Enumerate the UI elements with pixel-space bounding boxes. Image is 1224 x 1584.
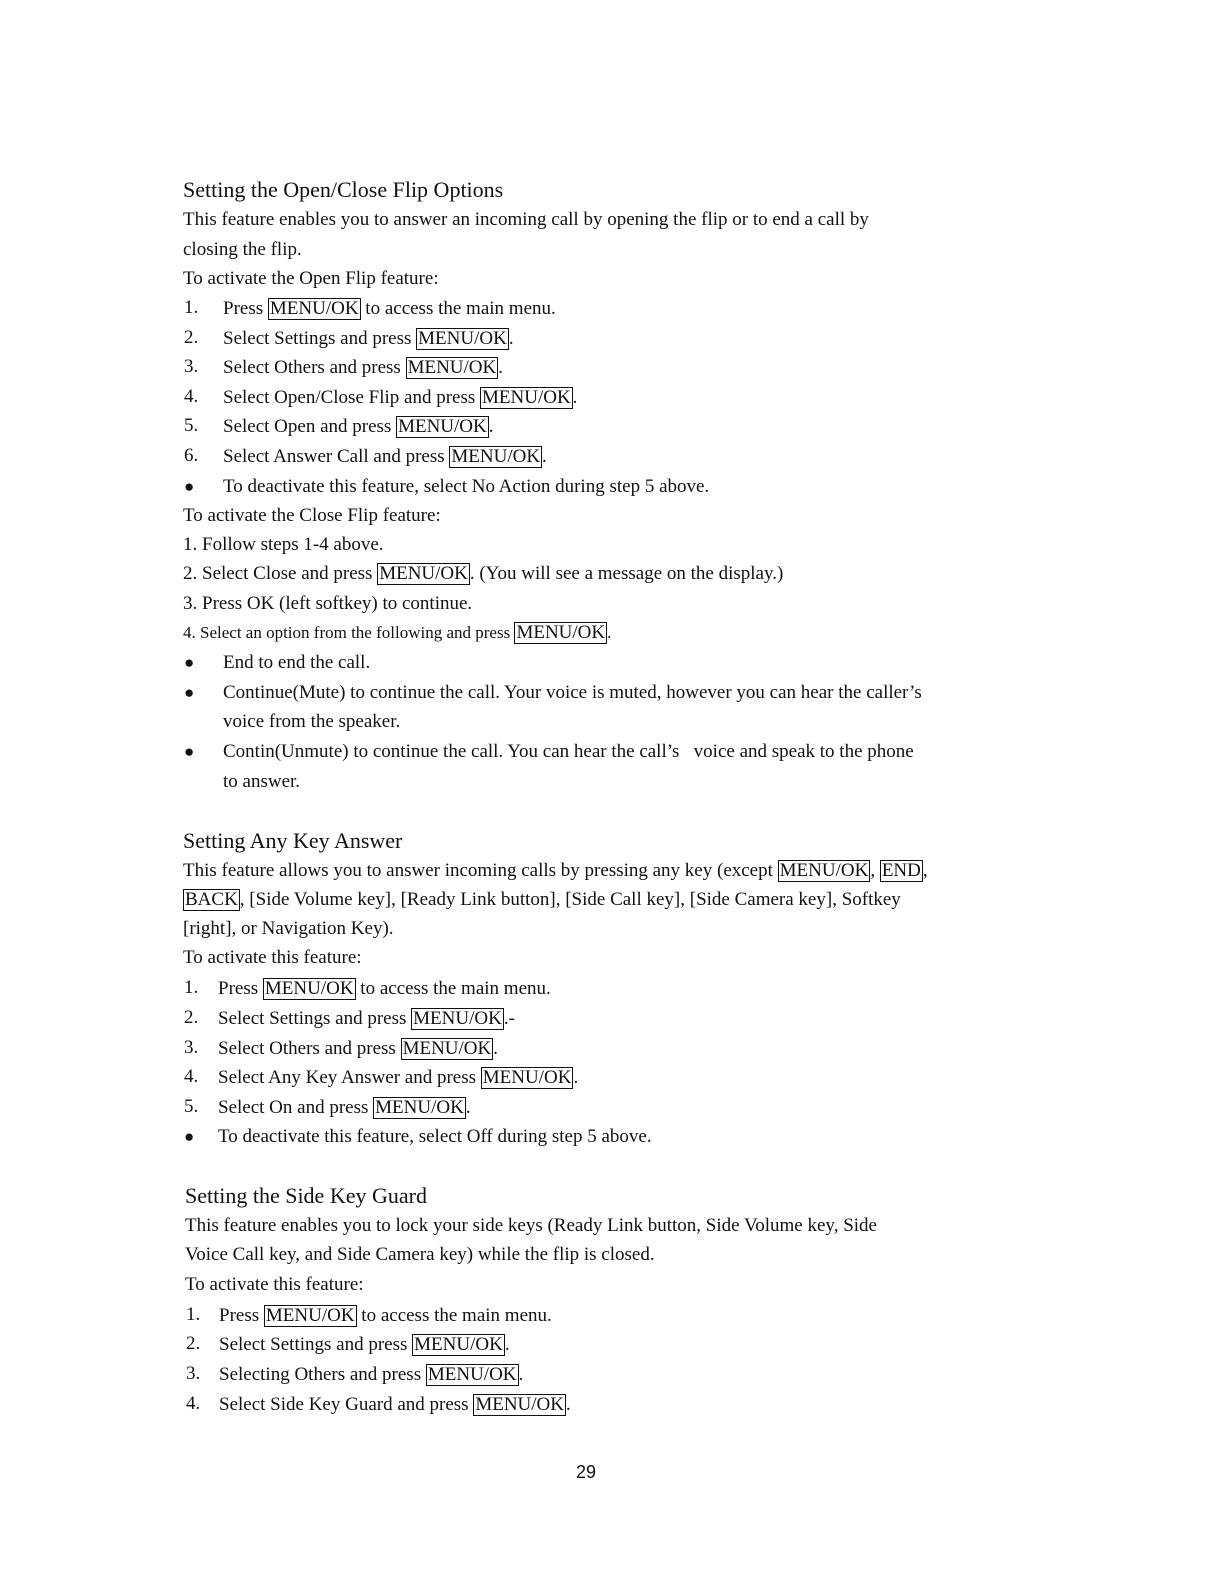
option-continue-mute: Continue(Mute) to continue the call. Your voice is muted, however you can hear the caller’s (223, 682, 922, 703)
step-text-prefix: Select Others and press (223, 357, 406, 378)
paragraph: This feature enables you to answer an incoming call by opening the flip or to end a call by (183, 209, 869, 230)
menu-ok-key: MENU/OK (398, 416, 487, 437)
step-number: 2. (184, 1007, 199, 1028)
step-number: 5. (184, 1096, 199, 1117)
page-number: 29 (576, 1462, 597, 1482)
option-contin-unmute: Contin(Unmute) to continue the call. You can hear the call’s voice and speak to the phone (223, 741, 914, 762)
step-text-prefix: Press (218, 978, 263, 999)
step-text-prefix: Select Open/Close Flip and press (223, 387, 480, 408)
bullet-icon: ● (184, 653, 195, 672)
step-text (223, 446, 547, 468)
option-end: End to end the call. (223, 652, 371, 673)
step-text-prefix: Selecting Others and press (219, 1364, 426, 1385)
step-text (219, 1394, 571, 1416)
subheading: To activate the Close Flip feature: (183, 505, 441, 526)
step-text-suffix: to access the main menu. (360, 298, 556, 319)
close-step-2-suffix: . (You will see a message on the display.) (469, 563, 784, 584)
bullet-icon: ● (184, 742, 195, 761)
step-text-suffix: . (493, 1038, 498, 1059)
subheading: To activate this feature: (185, 1274, 364, 1295)
subheading: To activate this feature: (183, 947, 362, 968)
step-number: 4. (186, 1393, 201, 1414)
close-step-2 (183, 563, 783, 585)
step-text (219, 1334, 510, 1356)
menu-ok-key: MENU/OK (779, 860, 869, 881)
step-text (218, 978, 551, 1000)
bullet-icon: ● (184, 683, 195, 702)
paragraph-text: This feature allows you to answer incoming calls by pressing any key (except (183, 860, 778, 881)
step-number: 1. (186, 1304, 201, 1325)
bullet-icon: ● (184, 477, 195, 496)
step-number: 5. (184, 415, 199, 436)
close-step-2-text: 2. Select Close and press (183, 563, 378, 584)
menu-ok-key: MENU/OK (407, 357, 497, 378)
subheading: To activate the Open Flip feature: (183, 268, 439, 289)
step-text-suffix: . (573, 1067, 579, 1088)
step-text (219, 1364, 523, 1386)
section-title-side-key-guard: Setting the Side Key Guard (185, 1183, 427, 1208)
menu-ok-key: MENU/OK (269, 298, 359, 319)
step-number: 4. (184, 386, 199, 407)
step-text (223, 416, 493, 438)
step-number: 3. (184, 1037, 199, 1058)
step-text (223, 298, 556, 320)
menu-ok-key: MENU/OK (264, 978, 354, 999)
step-text-prefix: Select Settings and press (218, 1008, 412, 1029)
step-text (219, 1305, 552, 1327)
menu-ok-key: MENU/OK (427, 1364, 517, 1385)
step-number: 1. (184, 297, 199, 318)
step-text-suffix: . (508, 328, 514, 349)
menu-ok-key: MENU/OK (418, 328, 507, 349)
step-text-prefix: Select Others and press (218, 1038, 401, 1059)
close-step-3: 3. Press OK (left softkey) to continue. (183, 593, 473, 614)
step-text-suffix: .- (503, 1008, 515, 1029)
step-text (223, 357, 503, 379)
paragraph: [right], or Navigation Key). (183, 918, 394, 939)
menu-ok-key: MENU/OK (451, 446, 541, 467)
step-text-prefix: Press (223, 298, 268, 319)
step-text-prefix: Select Open and press (223, 416, 397, 437)
step-text (218, 1038, 498, 1060)
step-text-suffix: . (518, 1364, 524, 1385)
step-text (218, 1067, 578, 1089)
menu-ok-key: MENU/OK (375, 1097, 464, 1118)
option-continue-mute-cont: voice from the speaker. (223, 711, 401, 732)
step-number: 1. (184, 977, 199, 998)
option-contin-unmute-cont: to answer. (223, 771, 301, 792)
menu-ok-key: MENU/OK (402, 1038, 492, 1059)
step-text (223, 328, 514, 350)
paragraph: This feature enables you to lock your side keys (Ready Link button, Side Volume key, Side (185, 1215, 877, 1236)
close-step-4-suffix: . (607, 623, 612, 642)
menu-ok-key: MENU/OK (482, 1067, 572, 1088)
step-text-prefix: Select On and press (218, 1097, 374, 1118)
menu-ok-key: MENU/OK (379, 563, 468, 584)
step-text (223, 387, 577, 409)
step-number: 6. (184, 445, 199, 466)
step-text-suffix: . (465, 1097, 471, 1118)
step-text-suffix: . (488, 416, 494, 437)
section-title-any-key-answer: Setting Any Key Answer (183, 828, 403, 853)
step-text-suffix: . (566, 1394, 571, 1415)
paragraph (183, 889, 901, 911)
back-key: BACK (185, 889, 238, 910)
close-step-4-text: 4. Select an option from the following and press (183, 623, 515, 642)
step-text-suffix: . (542, 446, 547, 467)
paragraph (183, 860, 928, 882)
close-step-1: 1. Follow steps 1-4 above. (183, 534, 384, 555)
menu-ok-key: MENU/OK (265, 1305, 355, 1326)
comma: , (870, 860, 880, 881)
menu-ok-key: MENU/OK (482, 387, 571, 408)
menu-ok-key: MENU/OK (414, 1334, 503, 1355)
comma: , (922, 860, 928, 881)
note: To deactivate this feature, select No Action during step 5 above. (223, 476, 710, 497)
step-text (218, 1097, 471, 1119)
paragraph: closing the flip. (183, 239, 302, 260)
step-text-prefix: Select Settings and press (223, 328, 417, 349)
step-text-suffix: . (572, 387, 578, 408)
step-text-prefix: Press (219, 1305, 264, 1326)
step-text-suffix: to access the main menu. (355, 978, 551, 999)
step-number: 2. (184, 327, 199, 348)
step-text (218, 1008, 515, 1030)
step-text-prefix: Select Any Key Answer and press (218, 1067, 481, 1088)
step-text-suffix: . (498, 357, 503, 378)
step-text-prefix: Select Settings and press (219, 1334, 413, 1355)
bullet-icon: ● (184, 1127, 195, 1146)
end-key: END (881, 860, 921, 881)
step-number: 3. (184, 356, 199, 377)
paragraph: Voice Call key, and Side Camera key) while the flip is closed. (185, 1244, 655, 1265)
step-text-prefix: Select Answer Call and press (223, 446, 450, 467)
section-title-open-close-flip: Setting the Open/Close Flip Options (183, 177, 504, 202)
note: To deactivate this feature, select Off during step 5 above. (218, 1126, 652, 1147)
step-text-suffix: to access the main menu. (356, 1305, 552, 1326)
paragraph-text: , [Side Volume key], [Ready Link button], [Side Call key], [Side Camera key], Softkey (239, 889, 901, 910)
close-step-4 (183, 622, 611, 644)
step-number: 3. (186, 1363, 201, 1384)
step-text-suffix: . (504, 1334, 510, 1355)
menu-ok-key: MENU/OK (516, 622, 606, 643)
step-number: 2. (186, 1333, 201, 1354)
step-number: 4. (184, 1066, 199, 1087)
menu-ok-key: MENU/OK (413, 1008, 502, 1029)
menu-ok-key: MENU/OK (475, 1394, 564, 1415)
step-text-prefix: Select Side Key Guard and press (219, 1394, 474, 1415)
